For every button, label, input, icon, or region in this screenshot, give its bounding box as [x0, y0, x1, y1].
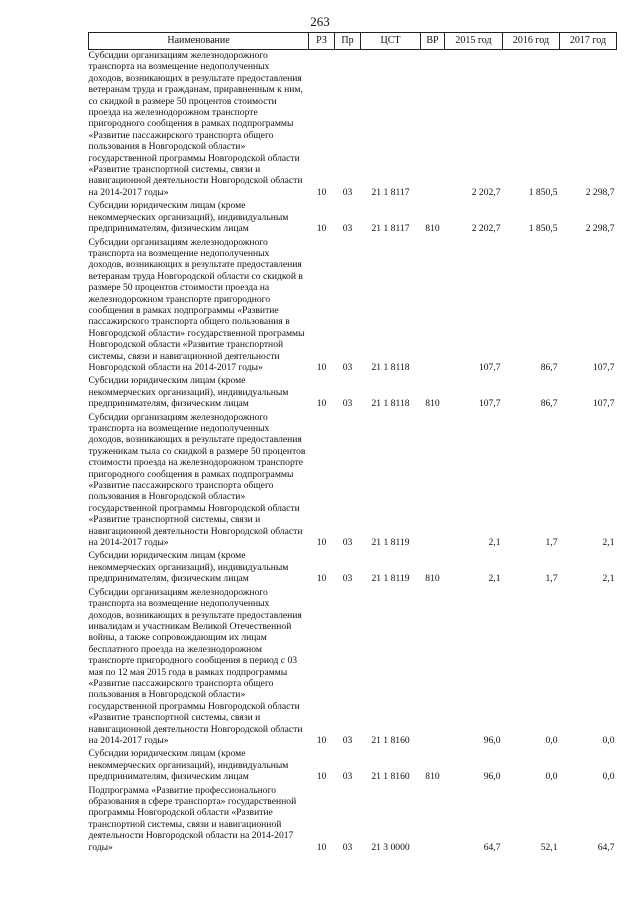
row-2017: 64,7: [597, 841, 615, 853]
row-vr: [421, 237, 445, 376]
row-2016: 86,7: [540, 361, 558, 373]
table-header-row: [89, 33, 617, 50]
row-cst: 21 1 8118: [371, 398, 410, 410]
row-2015: 107,7: [478, 398, 501, 410]
table-row: [89, 412, 617, 551]
row-name: Субсидии юридическим лицам (кроме некоммерческих организаций), индивидуальным предпринимателям, физическим лицам: [88, 375, 289, 410]
row-2015: 96,0: [483, 734, 501, 746]
row-2017: 107,7: [592, 398, 615, 410]
row-2015: 2 202,7: [471, 186, 501, 198]
row-name: Субсидии юридическим лицам (кроме некоммерческих организаций), индивидуальным предпринимателям, физическим лицам: [88, 200, 289, 235]
row-2017: 107,7: [592, 361, 615, 373]
header-rz: РЗ: [309, 33, 335, 50]
row-vr: [421, 50, 445, 201]
row-name: Субсидии организациям железнодорожного транспорта на возмещение недополученных доходов, возникающих в результате предоставления труженикам тыла со скидкой в размере 50 процентов стоимости проезда на железнодорожном транспорте пригородного сообщения в рамках подпрограммы «Развитие пассажирского транспорта общего пользования в Новгородской области» государственной программы Новгородской области «Развитие транспортной системы, связи и навигационной деятельности Новгородской области на 2014-2017 годы»: [88, 411, 306, 549]
row-pr: 03: [342, 223, 353, 235]
row-2015: 96,0: [483, 771, 501, 783]
row-pr: 03: [342, 186, 353, 198]
row-vr: [421, 587, 445, 749]
row-pr: 03: [342, 841, 353, 853]
table-row: [89, 550, 617, 586]
row-name: Субсидии организациям железнодорожного транспорта на возмещение недополученных доходов, возникающих в результате предоставления инвалидам и участникам Великой Отечественной войны, а также сопровождающим их лицам бесплатного проезда на железнодорожном транспорте пригородного сообщения в период с 03 мая по 12 мая 2015 года в рамках подпрограммы «Развитие пассажирского транспорта общего пользования в Новгородской области» государственной программы Новгородской области «Развитие транспортной системы, связи и навигационной деятельности Новгородской области на 2014-2017 годы»: [88, 586, 303, 746]
row-2017: 0,0: [602, 771, 615, 783]
header-2015: 2015 год: [445, 33, 503, 50]
row-pr: 03: [342, 537, 353, 549]
budget-table: [88, 32, 617, 855]
row-vr: 810: [425, 573, 440, 585]
row-rz: 10: [316, 734, 327, 746]
header-2016: 2016 год: [503, 33, 560, 50]
row-rz: 10: [316, 186, 327, 198]
row-name: Субсидии организациям железнодорожного транспорта на возмещение недополученных доходов, возникающих в результате предоставления ветеранам труда Новгородской области со скидкой в размере 50 процентов стоимости проезда на железнодорожном транспорте пригородного сообщения в рамках подпрограммы «Развитие пассажирского транспорта общего пользования в Новгородской области» государственной программы Новгородской области «Развитие транспортной системы, связи и навигационной деятельности Новгородской области на 2014-2017 годы»: [88, 236, 305, 373]
row-2015: 64,7: [483, 841, 501, 853]
row-vr: [421, 785, 445, 855]
row-2016: 1 850,5: [528, 223, 558, 235]
row-pr: 03: [342, 734, 353, 746]
row-cst: 21 1 8160: [371, 771, 410, 783]
row-vr: 810: [425, 223, 440, 235]
row-pr: 03: [342, 361, 353, 373]
table-row: [89, 237, 617, 376]
table-row: [89, 375, 617, 411]
row-name: Субсидии юридическим лицам (кроме некоммерческих организаций), индивидуальным предпринимателям, физическим лицам: [88, 748, 289, 783]
row-2015: 2 202,7: [471, 223, 501, 235]
row-2017: 2,1: [602, 573, 615, 585]
row-rz: 10: [316, 223, 327, 235]
row-2015: 107,7: [478, 361, 501, 373]
row-cst: 21 1 8160: [371, 734, 410, 746]
page-number: 263: [310, 14, 330, 29]
table-row: [89, 785, 617, 855]
header-vr: ВР: [421, 33, 445, 50]
row-pr: 03: [342, 573, 353, 585]
row-rz: 10: [316, 573, 327, 585]
row-2016: 1,7: [545, 573, 558, 585]
table-row: [89, 200, 617, 236]
row-pr: 03: [342, 398, 353, 410]
row-pr: 03: [342, 771, 353, 783]
header-pr: Пр: [335, 33, 361, 50]
row-2017: 2 298,7: [585, 186, 615, 198]
row-name: Подпрограмма «Развитие профессионального образования в сфере транспорта» государственной программы Новгородской области «Развитие транспортной системы, связи и навигационной деятельности Новгородской области на 2014-2017 годы»: [88, 784, 297, 853]
row-2016: 0,0: [545, 734, 558, 746]
row-2015: 2,1: [488, 573, 501, 585]
row-rz: 10: [316, 771, 327, 783]
row-rz: 10: [316, 537, 327, 549]
row-2017: 2 298,7: [585, 223, 615, 235]
row-2016: 52,1: [540, 841, 558, 853]
row-cst: 21 1 8117: [371, 223, 410, 235]
row-cst: 21 1 8117: [371, 186, 410, 198]
table-row: [89, 587, 617, 749]
row-cst: 21 3 0000: [371, 841, 410, 853]
row-2016: 86,7: [540, 398, 558, 410]
row-2016: 1,7: [545, 537, 558, 549]
row-2016: 0,0: [545, 771, 558, 783]
header-2017: 2017 год: [560, 33, 617, 50]
row-name: Субсидии организациям железнодорожного транспорта на возмещение недополученных доходов, возникающих в результате предоставления ветеранам труда и гражданам, приравненным к ним, со скидкой в размере 50 процентов стоимости проезда на железнодорожном транспорте пригородного сообщения в рамках подпрограммы «Развитие пассажирского транспорта общего пользования в Новгородской области» государственной программы Новгородской области «Развитие транспортной системы, связи и навигационной деятельности Новгородской области на 2014-2017 годы»: [88, 50, 303, 198]
row-rz: 10: [316, 361, 327, 373]
row-rz: 10: [316, 398, 327, 410]
row-2016: 1 850,5: [528, 186, 558, 198]
row-2017: 2,1: [602, 537, 615, 549]
table-row: [89, 748, 617, 784]
row-vr: [421, 412, 445, 551]
row-cst: 21 1 8119: [371, 573, 410, 585]
header-name: Наименование: [89, 33, 309, 50]
row-2015: 2,1: [488, 537, 501, 549]
row-vr: 810: [425, 771, 440, 783]
row-rz: 10: [316, 841, 327, 853]
row-vr: 810: [425, 398, 440, 410]
header-cst: ЦСТ: [361, 33, 421, 50]
row-cst: 21 1 8118: [371, 361, 410, 373]
table-row: [89, 50, 617, 201]
row-name: Субсидии юридическим лицам (кроме некоммерческих организаций), индивидуальным предпринимателям, физическим лицам: [88, 550, 289, 585]
row-cst: 21 1 8119: [371, 537, 410, 549]
row-2017: 0,0: [602, 734, 615, 746]
